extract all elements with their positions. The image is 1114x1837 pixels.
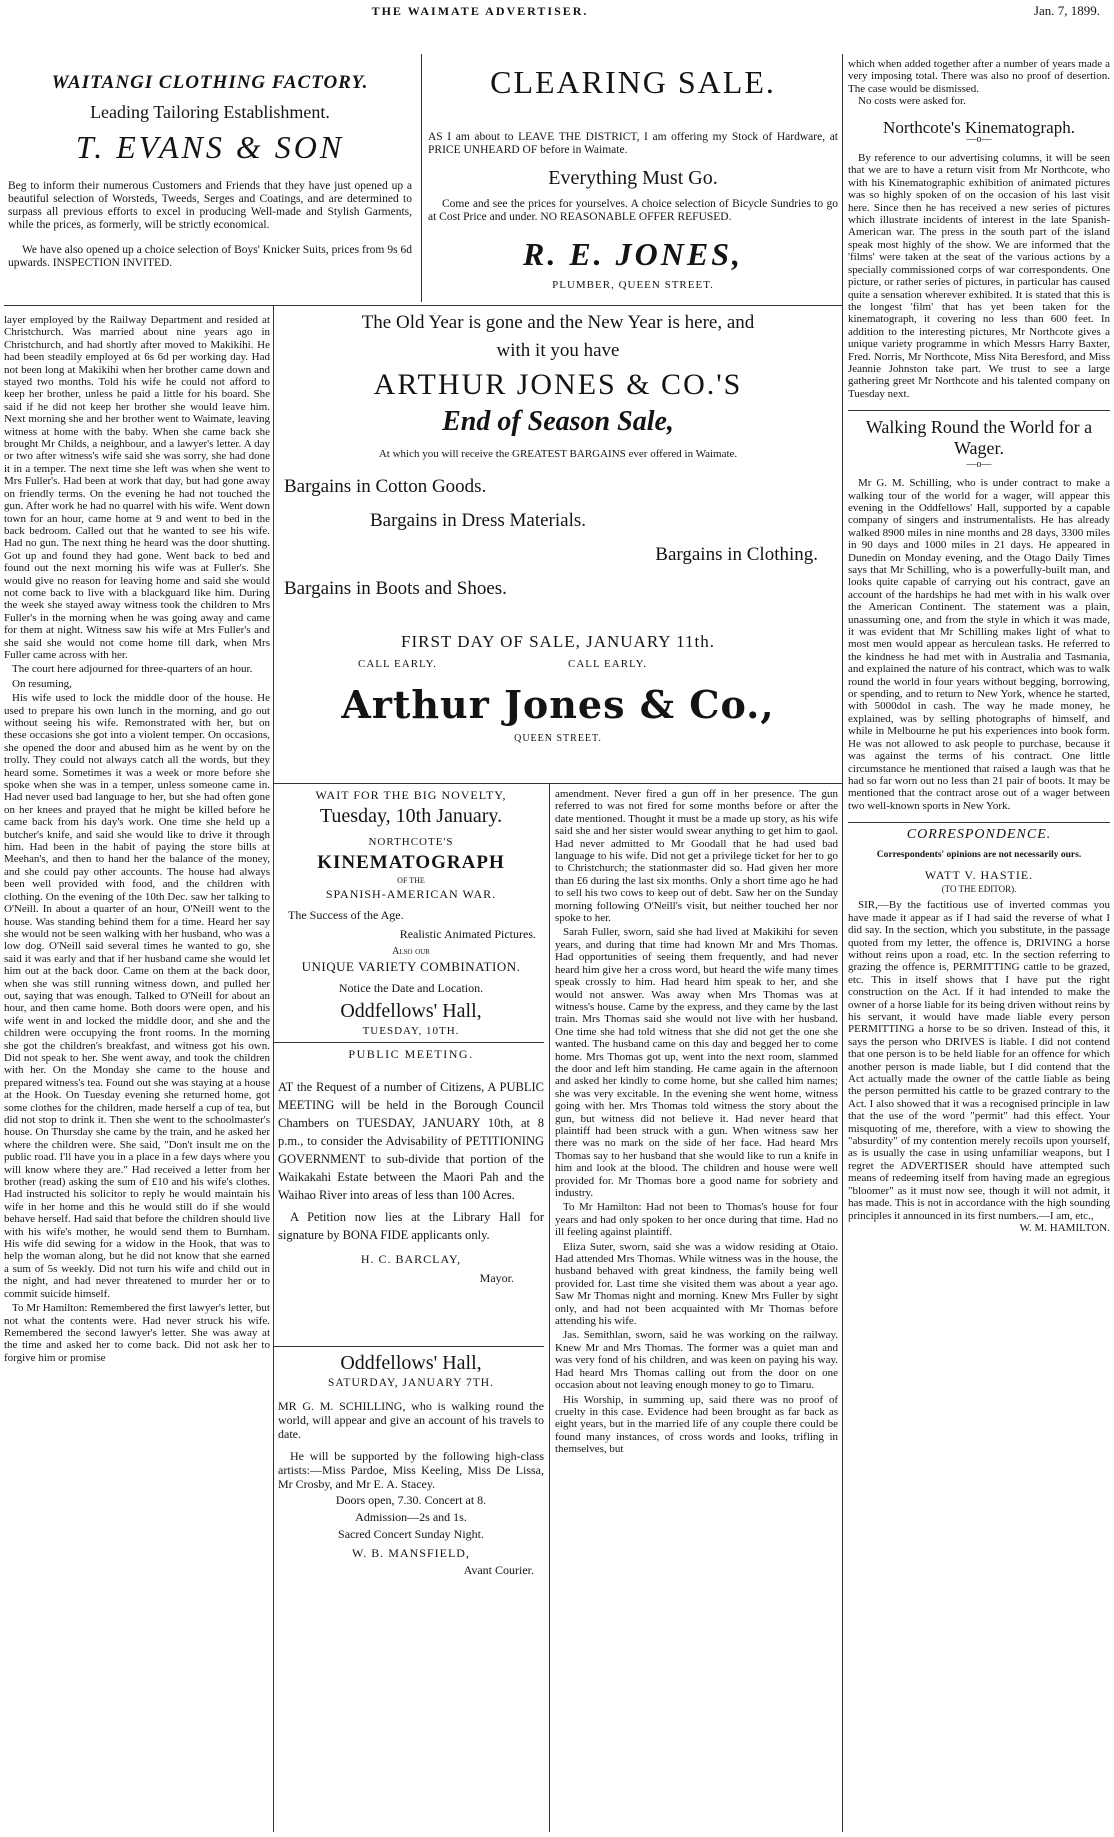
kinema-hall: Oddfellows' Hall, bbox=[340, 1000, 482, 1022]
rule-h-kinema bbox=[274, 1042, 544, 1043]
mid-p6: His Worship, in summing up, said there was no proof of cruelty in this case. Evidence had been brought as far back as eight years, but in the married life of any couple there could be found many instances, of cross words and looks, trifling in themselves, but bbox=[555, 1393, 838, 1456]
ad-clearing-name: R. E. JONES, bbox=[522, 236, 744, 272]
mid-p2: Sarah Fuller, sworn, said she had lived at Makikihi for seven years, and during that time had known Mr and Mrs Thomas. Had opportunities of seeing them frequently, and had never heard him give her a cross word, but heard the wife many times speak crossly to him. Had heard him speak to her, and she would not answer. Was away when Mrs Thomas was at witness's house. Came by the express, and they came by the last train. Mrs Thomas said she would not live with her husband. One time she had told witness that she did not get the one she wanted. The husband came on this day and begged her to come home. Mrs Thomas got up, went into the next room, slammed the door and left him standing. He came again in the afternoon and asked her kindly to come home, but she called him names; she was very excitable. In the evening she went home, witness going with her. Mrs Thomas told witness the story about the gun, but witness did not believe it. Had never heard that plaintiff had been struck with a gun. When witness saw her there was no mark on the side of her face. Had heard Mrs Thomas say to her husband that she would like to run a knife in him and look at the blood. The children and house were well provided for. Mr Thomas bore a good name for sobriety and industry. bbox=[555, 926, 838, 1199]
ad-public-meeting bbox=[278, 1047, 544, 1342]
schilling-body2: He will be supported by the following high-class artists:—Miss Pardoe, Miss Keeling, Miss De Lissa, Mr Crosby, and Mr E. A. Stacey. bbox=[278, 1449, 544, 1491]
left-p3: On resuming, bbox=[12, 677, 72, 690]
ad-evans-body: Beg to inform their numerous Customers and Friends that they have just opened up a beautiful selection of Worsteds, Tweeds, Serges and Coatings, and are determined to surpass all previous efforts to excel in producing Well-made and Stylish Garments, while the prices, as formerly, will be strictly economical. bbox=[8, 180, 412, 231]
meeting-body: AT the Request of a number of Citizens, A PUBLIC MEETING will be held in the Borough Council Chambers on TUESDAY, JANUARY 10th, at 8 p.m., to consider the Advisability of PETITIONING GOVERNMENT to sub-divide that portion of the Waikakahi Estate between the Maori Pah and the Waihao River into areas of less than 100 Acres. bbox=[278, 1080, 544, 1202]
ad-clearing-sale bbox=[428, 64, 838, 304]
schilling-body: MR G. M. SCHILLING, who is walking round the world, will appear and give an account of his travels to date. bbox=[278, 1399, 544, 1441]
rule-h-mid bbox=[274, 783, 842, 784]
ad-schilling bbox=[278, 1352, 544, 1832]
mid-p5: Jas. Semithlan, sworn, said he was working on the railway. Knew Mr and Mrs Thomas. The former was a quiet man and was very fond of his children, and was keen on paying his way. Had heard Mrs Thomas calling out from the door on one occasion about not leaving enough money to go to Timaru. bbox=[555, 1329, 838, 1392]
walking-head: Walking Round the World for a Wager. bbox=[865, 417, 1093, 459]
kinema-northcote: NORTHCOTE'S bbox=[368, 836, 454, 848]
ad-clearing-body: Come and see the prices for yourselves. A choice selection of Bicycle Sundries to go at Cost Price and under. NO REASONABLE OFFER REFUSED. bbox=[428, 198, 838, 223]
kinema-war: SPANISH-AMERICAN WAR. bbox=[325, 887, 497, 901]
arthur-call-early-2: CALL EARLY. bbox=[568, 658, 647, 670]
mid-p1: amendment. Never fired a gun off in her presence. The gun referred to was not fired for some months before or after the date mentioned. Thought it must be a made up story, as his wife said she and her sister would swear anything to get him to gaol. Had never admitted to Mr Goodall that he had used bad language to his wife. Did not get a privilege ticket for her to go to Christchurch; the stationmaster did so. Had given her more than £6 during the last six months. Only a short time ago he had to sell his two cows to keep out of debt. Saw her on the Sunday morning following O'Neill's visit, but neither touched her nor spoke to her. bbox=[555, 788, 838, 925]
ad-evans-firm: T. EVANS & SON bbox=[75, 129, 345, 165]
arthur-logo: Arthur Jones & Co., bbox=[341, 682, 775, 727]
col-left bbox=[4, 314, 270, 1834]
kinema-tuesday: TUESDAY, 10TH. bbox=[362, 1025, 460, 1037]
schilling-signature: W. B. MANSFIELD, bbox=[352, 1546, 470, 1560]
right-costs-text: No costs were asked for. bbox=[858, 95, 966, 108]
left-p4: His wife used to lock the middle door of the house. He used to prepare his own lunch in the morning, and go out without seeing his wife. Remonstrated with her, but on these occasions she got into a violent temper. On occasions, she opened the door and abused him as he went by on the trolly. They could not always catch all the words, but they heard some. Sometimes it was a week or more before she spoke when she was in a temper, unless someone came in. Had never used bad language to her, but she had often gone on her knees and prayed that he might be killed before he came back from his day's work. One time she held up a butcher's knife, and said she would like to drive it through him. Had been in the habit of paying the store bills at Meehan's, and then to hand her the balance of the money, and she could pay other accounts. The house had always been well provided with food, and the children with clothing. On the evening of the 10th Dec. saw her talking to O'Neill. In about a quarter of an hour, O'Neill went to the house. Was standing behind them for a time. Heard her say she would not be seen walking with her husband, who was a low dog. O'Neill said several times he wanted to go, she said it was early and that if her husband came she would let him out at the back door. Came on them at the back door, when she was still running witness down, and pulled her out, saying that was enough. Talked to O'Neill for about an hour, and then came home. Both doors were open, and his wife went in and locked the middle door, and she and the children were occupying the front rooms. In the morning she got the children's breakfast, and witness got his own. Did not speak to her. She went away, and took the children with her. On the Monday she came to the house and prepared witness's tea. Found out she was staying at a house at the Hook. On Tuesday evening she returned home, got some clothes for the children, made herself a cup of tea, but did not stop to drink it. Then she went to the schoolmaster's house. On Thursday she came by the train, and he asked her where the children were. She said, "Don't insult me on the public road. I'll have you in a place in a few days where you will know where they are." Had received a letter from her brother (read) asking the sum of £10 and his wife's clothes. Had instructed his solicitor to reply he would maintain his wife in her home and this he would still do if she would behave herself. Had said that before the children should live with his wife's mother, he would send them to Burnham. His wife did sewing for a widow in the Hook, that was to help the woman along, but he did not know that she earned a sum of 5s weekly. Did not turn his wife and child out in the night, and had never threatened to murder her or to commit suicide himself. bbox=[4, 692, 270, 1300]
rule-right-2 bbox=[848, 822, 1110, 823]
walking-sep: —o— bbox=[966, 459, 992, 471]
schilling-role: Avant Courier. bbox=[463, 1563, 534, 1577]
arthur-street: QUEEN STREET. bbox=[514, 733, 602, 744]
ad-kinematograph bbox=[278, 788, 544, 1038]
kinema-success: The Success of the Age. bbox=[288, 908, 404, 922]
rule-v-right bbox=[842, 302, 843, 1832]
rule-right-1 bbox=[848, 410, 1110, 411]
ad-clearing-intro: AS I am about to LEAVE THE DISTRICT, I am offering my Stock of Hardware, at PRICE UNHEARD OF before in Waimate. bbox=[428, 131, 838, 156]
kinema-news-body: By reference to our advertising columns, it will be seen that we are to have a return visit from Mr Northcote, who with his Kinematographic exhibition of animated pictures was so highly spoken of on the occasion of his last visit here. Since then he has received a new series of pictures which illustrate incidents of interest in the late Spanish-American war. The press in the south part of the island speak most highly of the show. We are informed that the 'films' were taken at the seat of the various actions by a specially commissioned corps of war correspondents. One picture, or rather series of pictures, in particular has caused quite a sensation wherever exhibited. It is stated that this is the longest 'film' that has yet been taken for the kinematograph, it covering no less than 600 feet. In addition to the interesting pictures, Mr Northcote gives a unique variety programme in which Messrs Harry Baxter, Fred. Norris, Mr Northcote, Miss Nita Beresford, and Miss Jeannie Johnston take part. We trust to see a large gathering greet Mr Northcote and his talented company on Tuesday next. bbox=[848, 152, 1110, 400]
arthur-bargain-cotton: Bargains in Cotton Goods. bbox=[284, 476, 487, 497]
col-right bbox=[848, 58, 1110, 1834]
schilling-sacred: Sacred Concert Sunday Night. bbox=[338, 1527, 484, 1541]
right-cont-text: which when added together after a number of years made a very imposing total. There was also no proof of desertion. The case would be dismissed. bbox=[848, 58, 1110, 95]
rule-h-top bbox=[4, 305, 842, 306]
ad-clearing-trade: PLUMBER, QUEEN STREET. bbox=[552, 279, 714, 291]
kinema-news-head: Northcote's Kinematograph. bbox=[883, 117, 1075, 137]
meeting-signature: H. C. BARCLAY, bbox=[360, 1252, 462, 1266]
ad-arthur-jones bbox=[278, 312, 838, 782]
left-p2: The court here adjourned for three-quarters of an hour. bbox=[12, 663, 253, 676]
arthur-sale: End of Season Sale, bbox=[442, 406, 674, 437]
schilling-doors: Doors open, 7.30. Concert at 8. bbox=[335, 1493, 487, 1507]
rule-v-left bbox=[273, 306, 274, 1832]
arthur-call-row bbox=[278, 658, 838, 674]
ad-evans-factory: WAITANGI CLOTHING FACTORY. bbox=[51, 72, 369, 93]
masthead-date: Jan. 7, 1899. bbox=[1033, 3, 1100, 18]
rule-v-mid bbox=[549, 784, 550, 1832]
rule-v-top2 bbox=[842, 54, 843, 302]
arthur-call-early-1: CALL EARLY. bbox=[358, 658, 437, 670]
kinema-news-sep: —o— bbox=[966, 134, 992, 146]
meeting-role: Mayor. bbox=[479, 1271, 514, 1285]
letter-signature: W. M. HAMILTON. bbox=[1019, 1221, 1110, 1234]
col-mid-text bbox=[555, 788, 838, 1832]
kinema-date: Tuesday, 10th January. bbox=[319, 805, 503, 827]
arthur-bargain-clothing: Bargains in Clothing. bbox=[655, 544, 818, 565]
kinema-wait: WAIT FOR THE BIG NOVELTY, bbox=[315, 788, 507, 802]
meeting-body2: A Petition now lies at the Library Hall for signature by BONA FIDE applicants only. bbox=[278, 1210, 544, 1242]
kinema-also: Also our bbox=[392, 946, 430, 957]
schilling-hall: Oddfellows' Hall, bbox=[340, 1352, 482, 1374]
kinema-notice: Notice the Date and Location. bbox=[338, 981, 484, 995]
ad-evans bbox=[4, 64, 416, 304]
rule-v-top1 bbox=[421, 54, 422, 302]
left-p5: To Mr Hamilton: Remembered the first lawyer's letter, but not what the contents were. Had never struck his wife. Remembered the second lawyer's letter. She was away at the time and asked her to come back. Did not ask her to forgive him or promise bbox=[4, 1302, 270, 1364]
arthur-first-day: FIRST DAY OF SALE, JANUARY 11th. bbox=[401, 632, 715, 651]
schilling-date: SATURDAY, JANUARY 7TH. bbox=[328, 1377, 494, 1389]
kinema-realistic: Realistic Animated Pictures. bbox=[399, 927, 536, 941]
correspondence-note: Correspondents' opinions are not necessarily ours. bbox=[876, 849, 1082, 860]
arthur-line1: The Old Year is gone and the New Year is here, and bbox=[361, 312, 755, 333]
correspondence-head: CORRESPONDENCE. bbox=[906, 827, 1052, 843]
arthur-line2: with it you have bbox=[496, 340, 620, 361]
ad-clearing-headline: CLEARING SALE. bbox=[490, 64, 776, 100]
masthead bbox=[0, 0, 1114, 24]
ad-evans-body2: We have also opened up a choice selection of Boys' Knicker Suits, prices from 9s 6d upwards. INSPECTION INVITED. bbox=[8, 244, 412, 269]
left-p1: layer employed by the Railway Department and resided at Christchurch. Was married about nine years ago in Christchurch, and had shortly after moved to Makikihi. He had been steadily employed at 6s 6d per working day. Had not been long at Makikihi when her brother came down and stayed two months. Told his wife he could not afford to keep her brother, unless he paid a little for his board. She said if he did not keep her brother she would leave him. Next morning she and her brother went to Waimate, leaving witness at home with the baby. When she came back she brought Mr Childs, a neighbour, and a lawyer's letter. A day or two after witness's wife said she was sorry, she had done it in a temper. The next time she left was when she went to Mrs Fuller's. Had been at work that day, but had gone away on friendly terms. On the evening he had not touched the gun. After work he had no quarrel with his wife. Went down town for an hour, came home at 9 and went to bed in the back bedroom. Called out that he wanted to see his wife. Had no gun. The next thing he heard was the door shutting. Got up and found they had gone. Went back to bed and found out the next morning his wife was at Fuller's. She would give no reason for leaving home and said she would not come back to live with a blackguard like him. During the week she stayed away witness took the children to Mrs Fuller's in the morning when he was going away and came for them at night. Witness saw his wife at Mrs Fuller's and she said she would not come home till dark, when Mrs Fuller came across with her. bbox=[4, 314, 270, 661]
arthur-bargain-boots: Bargains in Boots and Shoes. bbox=[284, 578, 507, 599]
arthur-line3: At which you will receive the GREATEST BARGAINS ever offered in Waimate. bbox=[378, 448, 738, 460]
mid-p4: Eliza Suter, sworn, said she was a widow residing at Otaio. Had attended Mrs Thomas. While witness was in the house, the husband behaved with great kindness, the family being well provided for. Last time she visited them was about a year ago. Saw Mr Thomas night and morning. Knew Mrs Fuller by sight only, and had not been acquainted with Mr Thomas before attending his wife. bbox=[555, 1240, 838, 1328]
ad-evans-subtitle: Leading Tailoring Establishment. bbox=[90, 102, 330, 122]
masthead-title: THE WAIMATE ADVERTISER. bbox=[371, 4, 589, 18]
walking-body: Mr G. M. Schilling, who is under contract to make a walking tour of the world for a wager, will appear this evening in the Oddfellows' Hall, supported by a capable company of singers and instrumentalists. He has already walked 8900 miles in nine months and 28 days, 3300 miles in 90 days and 1000 miles in 21 days. He appeared in Dunedin on Monday evening, and the Otago Daily Times says that Mr Schilling, who is a powerfully-built man, and looks quite capable of carrying out his contract, gave an account of the hardships he had met with in his walk over the American Continent. The statement was a plain, unassuming one, and from the style in which it was made, it was evident that Mr Schilling makes light of what to most men would appear as herculean tasks. He referred to the kindness he had met with in Australia and Tasmania, and explained the nature of his contract, which was to walk round the world in four years without begging, borrowing, or spending, and to return to New York, whence he started, with 5000dol in cash. The way he made money, he explained, was by selling photographs of himself, and while in Melbourne he put his experiences into book form. He was not allowed to ask people to purchase, because it was against the terms of his contract. One little circumstance he mentioned that raised a laugh was that he had so far worn out no less than 21 pair of boots. It may be mentioned that the contract arose out of a wager between two well-known sports in New York. bbox=[848, 477, 1110, 812]
letter-body: SIR,—By the factitious use of inverted commas you have made it appear as if I had said the reverse of what I did say. In the section, which you substitute, in the passage quoted from my letter, the offence is, DRIVING a horse without reins upon a road, etc. In the section referring to grazing the offence is, PERMITTING cattle to be grazed, etc. This in itself shows that I have put the right construction on the Act. If it had intended to make the owner of a horse liable for its being driven without reins by his servant, it would have made liable every person PERMITTING a horse to be so driven. Instead of this, it says the person who DRIVES is liable. I did not contend that one person is to be held liable for an offence for which another person is made liable, but I did contend that the Act actually made the owner of the cattle liable as being the person permitted his cattle to be grazed contrary to the Act. I also showed that it was a recognised principle in law that the use of the word "permit" had this effect. Your misquoting of me, therefore, with a view to showing the "absurdity" of my contention merely recoils upon yourself, as is usually the case in using unfamiliar weapons, but I regret the ADVERTISER should have attempted such means of redeeming itself from having made an egregious "bloomer" as it must now see, though it will not admit, it has made. This is not in accordance with the high sounding principles it announced in its first numbers.—I am, etc., bbox=[848, 899, 1110, 1222]
kinema-title: KINEMATOGRAPH bbox=[317, 852, 505, 873]
ad-clearing-slogan: Everything Must Go. bbox=[548, 167, 718, 189]
meeting-head: PUBLIC MEETING. bbox=[348, 1047, 474, 1061]
arthur-firm: ARTHUR JONES & CO.'S bbox=[373, 368, 743, 401]
kinema-of-the: OF THE bbox=[397, 876, 425, 885]
letter-title: WATT V. HASTIE. bbox=[924, 867, 1034, 882]
mid-p3: To Mr Hamilton: Had not been to Thomas's house for four years and had only spoken to her once during that time. Had no ill feeling against plaintiff. bbox=[555, 1201, 838, 1239]
schilling-admission: Admission—2s and 1s. bbox=[355, 1510, 467, 1524]
rule-h-meeting bbox=[274, 1346, 544, 1347]
kinema-variety: UNIQUE VARIETY COMBINATION. bbox=[301, 959, 521, 974]
letter-to: (TO THE EDITOR). bbox=[941, 883, 1017, 894]
arthur-bargain-dress: Bargains in Dress Materials. bbox=[370, 510, 586, 531]
